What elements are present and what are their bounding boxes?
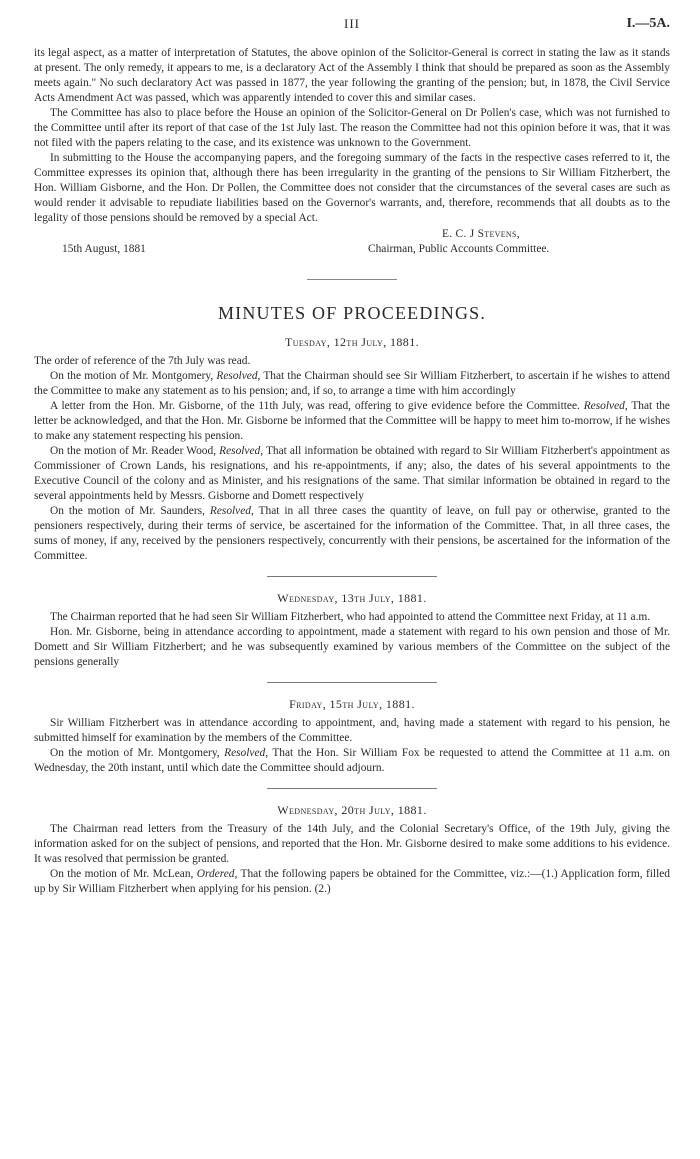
meeting-date: Tuesday, 12th July, 1881. <box>284 335 419 349</box>
minute-paragraph: Hon. Mr. Gisborne, being in attendance according to appointment, made a statement with regard to his own pension and those of Mr. Domett and Sir William Fitzherbert; and he was subsequently examined by various members of the Committee on the subject of the pensions generally <box>34 626 670 668</box>
meeting-entry <box>34 335 670 564</box>
minute-paragraph: On the motion of Mr. McLean, Ordered, That the following papers be obtained for the Committee, viz.:—(1.) Application form, filled up by Sir William Fitzherbert when applying for his pension. (2.) <box>34 868 671 895</box>
meeting-divider <box>267 682 437 683</box>
minute-paragraph: The order of reference of the 7th July was read. <box>34 355 251 367</box>
minutes-title: MINUTES OF PROCEEDINGS. <box>217 303 487 323</box>
meeting-date: Wednesday, 13th July, 1881. <box>277 591 427 605</box>
meeting-divider <box>267 576 437 577</box>
meeting-date: Wednesday, 20th July, 1881. <box>277 803 427 817</box>
section-divider <box>307 279 397 280</box>
paper-reference: I.—5A. <box>626 16 670 31</box>
report-paragraph: The Committee has also to place before the House an opinion of the Solicitor-General on Dr Pollen's case, which was not furnished to the Committee until after its report of that case of the 1st July last. The reason the Committee had not this opinion before it was, that it was not filed with the papers relating to the case, and its existence was unknown to the Government. <box>34 107 670 149</box>
meeting-entry <box>34 591 670 670</box>
page-number: III <box>344 16 360 31</box>
signatory-name: E. C. J Stevens, <box>442 228 520 240</box>
page-body <box>34 46 670 897</box>
signatory-role: Chairman, Public Accounts Committee. <box>368 243 550 255</box>
meeting-divider <box>267 788 437 789</box>
meeting-entry <box>34 803 670 897</box>
minute-paragraph: On the motion of Mr. Saunders, Resolved, That in all three cases the quantity of leave, on full pay or otherwise, granted to the pensioners respectively, during their terms of service, be ascertained for the information of the Committee. That, in all three cases, the sums of money, if any, received by the pensioners respectively, concurrently with their pensions, be ascertained for the information of the Committee. <box>34 505 670 562</box>
report-paragraph: its legal aspect, as a matter of interpretation of Statutes, the above opinion of the Solicitor-General is correct in stating the law as it stands at present. The only remedy, it appears to me, is a declaratory Act of the Assembly I think that should be prepared as soon as the Assembly meets again." No such declaratory Act was passed in 1877, the year following the granting of the pension; but, in 1878, the Civil Service Acts Amendment Act was passed, which was apparently intended to cover this and similar cases. <box>34 47 670 104</box>
meeting-date: Friday, 15th July, 1881. <box>289 697 415 711</box>
running-header <box>34 16 670 36</box>
report-paragraph: In submitting to the House the accompanying papers, and the foregoing summary of the facts in the respective cases referred to it, the Committee expresses its opinion that, although there has been irregularity in the granting of the pensions to Sir William Fitzherbert, the Hon. William Gisborne, and the Hon. Dr Pollen, the Committee does not consider that the circumstances of the several cases are such as would render it advisable to repudiate liabilities based on the Governor's warrants, and, therefore, recommends that all doubts as to the legality of those pensions should be removed by a special Act. <box>34 152 670 224</box>
meeting-entry <box>34 697 670 776</box>
minute-paragraph: On the motion of Mr. Montgomery, Resolved, That the Hon. Sir William Fox be requested to attend the Committee at 11 a.m. on Wednesday, the 20th instant, until which date the Committee should adjourn. <box>34 747 671 774</box>
report-date: 15th August, 1881 <box>62 243 146 255</box>
minute-paragraph: The Chairman reported that he had seen Sir William Fitzherbert, who had appointed to attend the Committee next Friday, at 11 a.m. <box>50 611 651 623</box>
minute-paragraph: A letter from the Hon. Mr. Gisborne, of the 11th July, was read, offering to give evidence before the Committee. Resolved, That the letter be acknowledged, and that the Hon. Mr. Gisborne be informed that the Committee will be happy to meet him to-morrow, if he wishes to make any statement respecting his pension. <box>34 400 670 442</box>
minute-paragraph: On the motion of Mr. Reader Wood, Resolved, That all information be obtained with regard to Sir William Fitzherbert's appointment as Commissioner of Crown Lands, his resignations, and his re-appointments, if any; also, the dates of his several appointments to the Executive Council of the colony and as Minister, and his resignations of the same. That similar information be obtained in regard to the several appointments held by Messrs. Gisborne and Domett respectively <box>34 445 670 502</box>
minute-paragraph: The Chairman read letters from the Treasury of the 14th July, and the Colonial Secretary's Office, of the 19th July, giving the information asked for on the subject of pensions, and reported that the Hon. Mr. Gisborne desired to make some additions to his evidence. It was resolved that permission be granted. <box>34 823 670 865</box>
minute-paragraph: Sir William Fitzherbert was in attendance according to appointment, and, having made a statement with regard to his pension, he submitted himself for examination by the members of the Committee. <box>34 717 670 744</box>
signature-block <box>34 227 670 259</box>
minute-paragraph: On the motion of Mr. Montgomery, Resolved, That the Chairman should see Sir William Fitzherbert, to ascertain if he wishes to attend the Committee to make any statement as to his pension; and, if so, to arrange a time with him accordingly <box>34 370 670 397</box>
